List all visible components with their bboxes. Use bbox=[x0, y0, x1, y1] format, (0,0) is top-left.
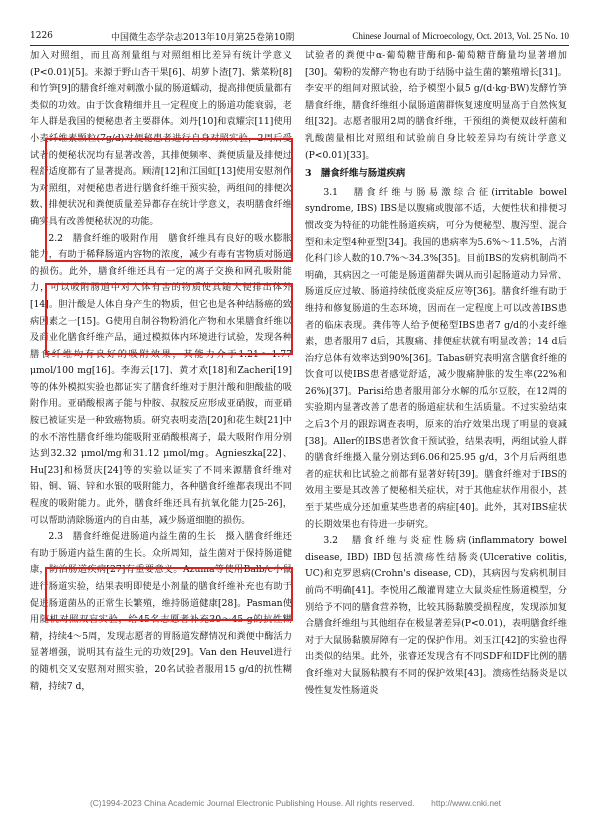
right-column bbox=[305, 48, 567, 699]
highlight-box bbox=[45, 138, 293, 262]
subsection-text: IBS是以腹痛或腹部不适，大便性状和排便习惯改变为特征的功能性肠道疾病，可分为便秘型、腹泻型、混合型和未定型4种亚型[34]。我国的患病率为5.6%～11.5%，占消化科门诊人数的10.7%～34.3%[35]。目前IBS的发病机制尚不明确，其病因之一可能是肠道菌群失调从而引起肠道动力异常、肠道反应过敏、肠道持续低度炎症反应等[36]。膳食纤维有助于维持和修复肠道的生态环境，因而在一定程度上可以改善IBS患者的临床表现。龚伟等人给予便秘型IBS患者7 g/d的小麦纤维素，患者服用7 d后，其腹痛、排便症状就有明显改善；14 d后治疗总体有效率达到90%[36]。Tabas研究表明富含膳食纤维的饮食可以使IBS患者感觉舒适，减少腹痛肿胀的发生率(22%和26%)[37]。Parisi给患者服用部分水解的瓜尔豆胶，在12周的实验期内显著改善了患者的肠道症状和生活质量。不过实验结束之后3个月的跟踪调查表明，原来的治疗效果出现了明显的衰减[38]。Aller的IBS患者饮食干预试验，结果表明，两组试验人群的膳食纤维摄入量分别达到6.06和25.95 g/d，3个月后两组患者的症状和比试验之前都有显著好转[39]。膳食纤维对于IBS的效用主要是其改善了便秘相关症状，对于其他症状作用很小，甚至于某些成分还加重某些患者的病症[40]。此外，其对IBS症状的长期效果也有待进一步研究。 bbox=[305, 203, 567, 530]
highlight-box bbox=[45, 567, 293, 621]
page-number: 1226 bbox=[30, 31, 53, 41]
subsection-title: 3.2 膳食纤维与炎症性肠病(inflammatory bowel disease, IBD) bbox=[305, 535, 567, 563]
paragraph-2-3: 2.3 膳食纤维促进肠道内益生菌的生长 摄入膳食纤维还有助于肠道内益生菌的生长。众所周知，益生菌对于保持肠道健康，防治肠道疾病[27]有重要意义。Azuma等使用Balb/c小鼠进行肠道实验，结果表明即使是小剂量的膳食纤维补充也有助于促进肠道菌丛的正常生长繁殖，维持肠道健康[28]。Pasman使用随机对照双盲实验，给45名志愿者补充30～45 g的抗性糊精，持续4～5周，发现志愿者的胃肠道发酵情况和粪便中酶活力显著增强，说明其有益生元的功效[29]。Van den Heuvel进行的随机交叉安慰剂对照实验，20名试验者服用15 g/d的抗性糊精，持续7 d， bbox=[30, 531, 292, 692]
subsection-3-1 bbox=[305, 185, 567, 533]
paragraph-2-2: 2.2 膳食纤维的吸附作用 膳食纤维具有良好的吸水膨胀能力，有助于稀释肠道内容物的浓度，减少有毒有害物质对肠道的损伤。此外，膳食纤维还具有一定的离子交换和网孔吸附能力，可以吸附肠道中对人体有害的物质使其随大便排出体外[14]。胆汁酸是人体自身产生的物质，但它也是各种结肠癌的致病因素之一[15]。G使用自制谷物粉消化产物和水果膳食纤维以及商业化膳食纤维产品，通过模拟体内环境进行试验，发现各种膳食纤维均有良好的吸附效果，其能力介于1.21～1.77 μmol/100 mg[16]。李海云[17]、黄才欢[18]和Zacheri[19]等的体外模拟实验也都证实了膳食纤维对于胆汁酸和胆酸盐的吸附作用。亚硝酸根离子能与仲胺、叔胺反应形成亚硝胺，而亚硝胺已被证实是一种致癌物质。研究表明麦浩[20]和花生麸[21]中的水不溶性膳食纤维均能吸附亚硝酸根离子，最大吸附作用分别达到32.32 μmol/mg和31.12 μmol/mg。Agnieszka[22]、Hu[23]和杨贤庆[24]等的实验以证实了不同来源膳食纤维对铅、铜、镉、锌和水银的吸附能力，各种膳食纤维都表现出不同程度的吸附能力。此外，膳食纤维还具有抗氧化能力[25-26]，可以帮助清除肠道内的自由基，减少肠道细胞的损伤。 bbox=[30, 232, 292, 526]
subsection-title: 3.1 膳食纤维与肠易激综合征(irritable bowel syndrome, IBS) bbox=[305, 186, 567, 215]
page-header bbox=[30, 29, 569, 46]
paragraph: 加入对照组，而且高剂量组与对照组相比差异有统计学意义(P<0.01)[5]。来源于野山杏干果[6]、胡萝卜渣[7]、紫菜粉[8]和竹笋[9]的膳食纤维对刺激小鼠的肠道蠕动，提高排便质量都有类似的功效。由于饮食精细并且一定程度上的肠道功能衰弱，老年人群是我国的便秘患者主要群体。刘丹[10]和袁耀宗[11]使用小麦纤维素颗粒(7g/d)对便秘患者进行自身对照实验，2周后受试者的便秘状况均有显著改善，其排便频率、粪便质量及排便过程舒适度都有了显著提高。顾清[12]和江国虹[13]使用安慰剂作为对照组，对便秘患者进行膳食纤维干预实验，两组间的排便次数、排便状况和粪便质量差异都存在统计学意义，表明膳食纤维确实具有改善便秘状况的功能。 bbox=[30, 50, 292, 227]
journal-title-en: Chinese Journal of Microecology, Oct. 2013, Vol. 25 No. 10 bbox=[352, 31, 569, 41]
subsection-3-2 bbox=[305, 533, 567, 699]
journal-title-cn: 中国微生态学杂志2013年10月第25卷第10期 bbox=[111, 32, 295, 43]
page-footer: (C)1994-2023 China Academic Journal Electronic Publishing House. All rights reserved. http://www.cnki.net bbox=[89, 798, 502, 808]
highlight-box bbox=[45, 283, 293, 355]
paragraph: 试验者的粪便中α-葡萄糖苷酶和β-葡萄糖苷酶量均显著增加[30]。菊粉的发酵产物也有助于结肠中益生菌的繁殖增长[31]。李安平的组间对照试验，给予模型小鼠5 g/(d·kg·BW)发酵竹笋膳食纤维，膳食纤维组小鼠肠道菌群恢复速度明显高于自然恢复组[32]。志愿者服用2周的膳食纤维，干预组的粪便双歧杆菌和乳酸菌量相比对照组和试验前自身比较差异均有统计学意义(P<0.01)[33]。 bbox=[305, 50, 567, 161]
subsection-text: IBD包括溃疡性结肠炎(Ulcerative colitis, UC)和克罗恩病(Crohn's disease, CD)，其病因与发病机制目前尚不明确[41]。李悦用乙酸灌胃建立大鼠炎症性肠道模型，分别给予不同的膳食营养物，比较其肠黏膜受损程度，发现添加复合膳食纤维组与其他组存在极显著差异(P<0.01)，表明膳食纤维对于大鼠肠黏膜屏障有一定的保护作用。刘玉江[42]的实验也得出类似的结果。此外，张睿还发现含有不同SDF和IDF比例的膳食纤维对大鼠肠粘膜有不同的保护效果[43]。溃疡性结肠炎是以慢性复发性肠道炎 bbox=[305, 551, 568, 696]
section-heading: 3 膳食纤维与肠道疾病 bbox=[305, 168, 406, 180]
